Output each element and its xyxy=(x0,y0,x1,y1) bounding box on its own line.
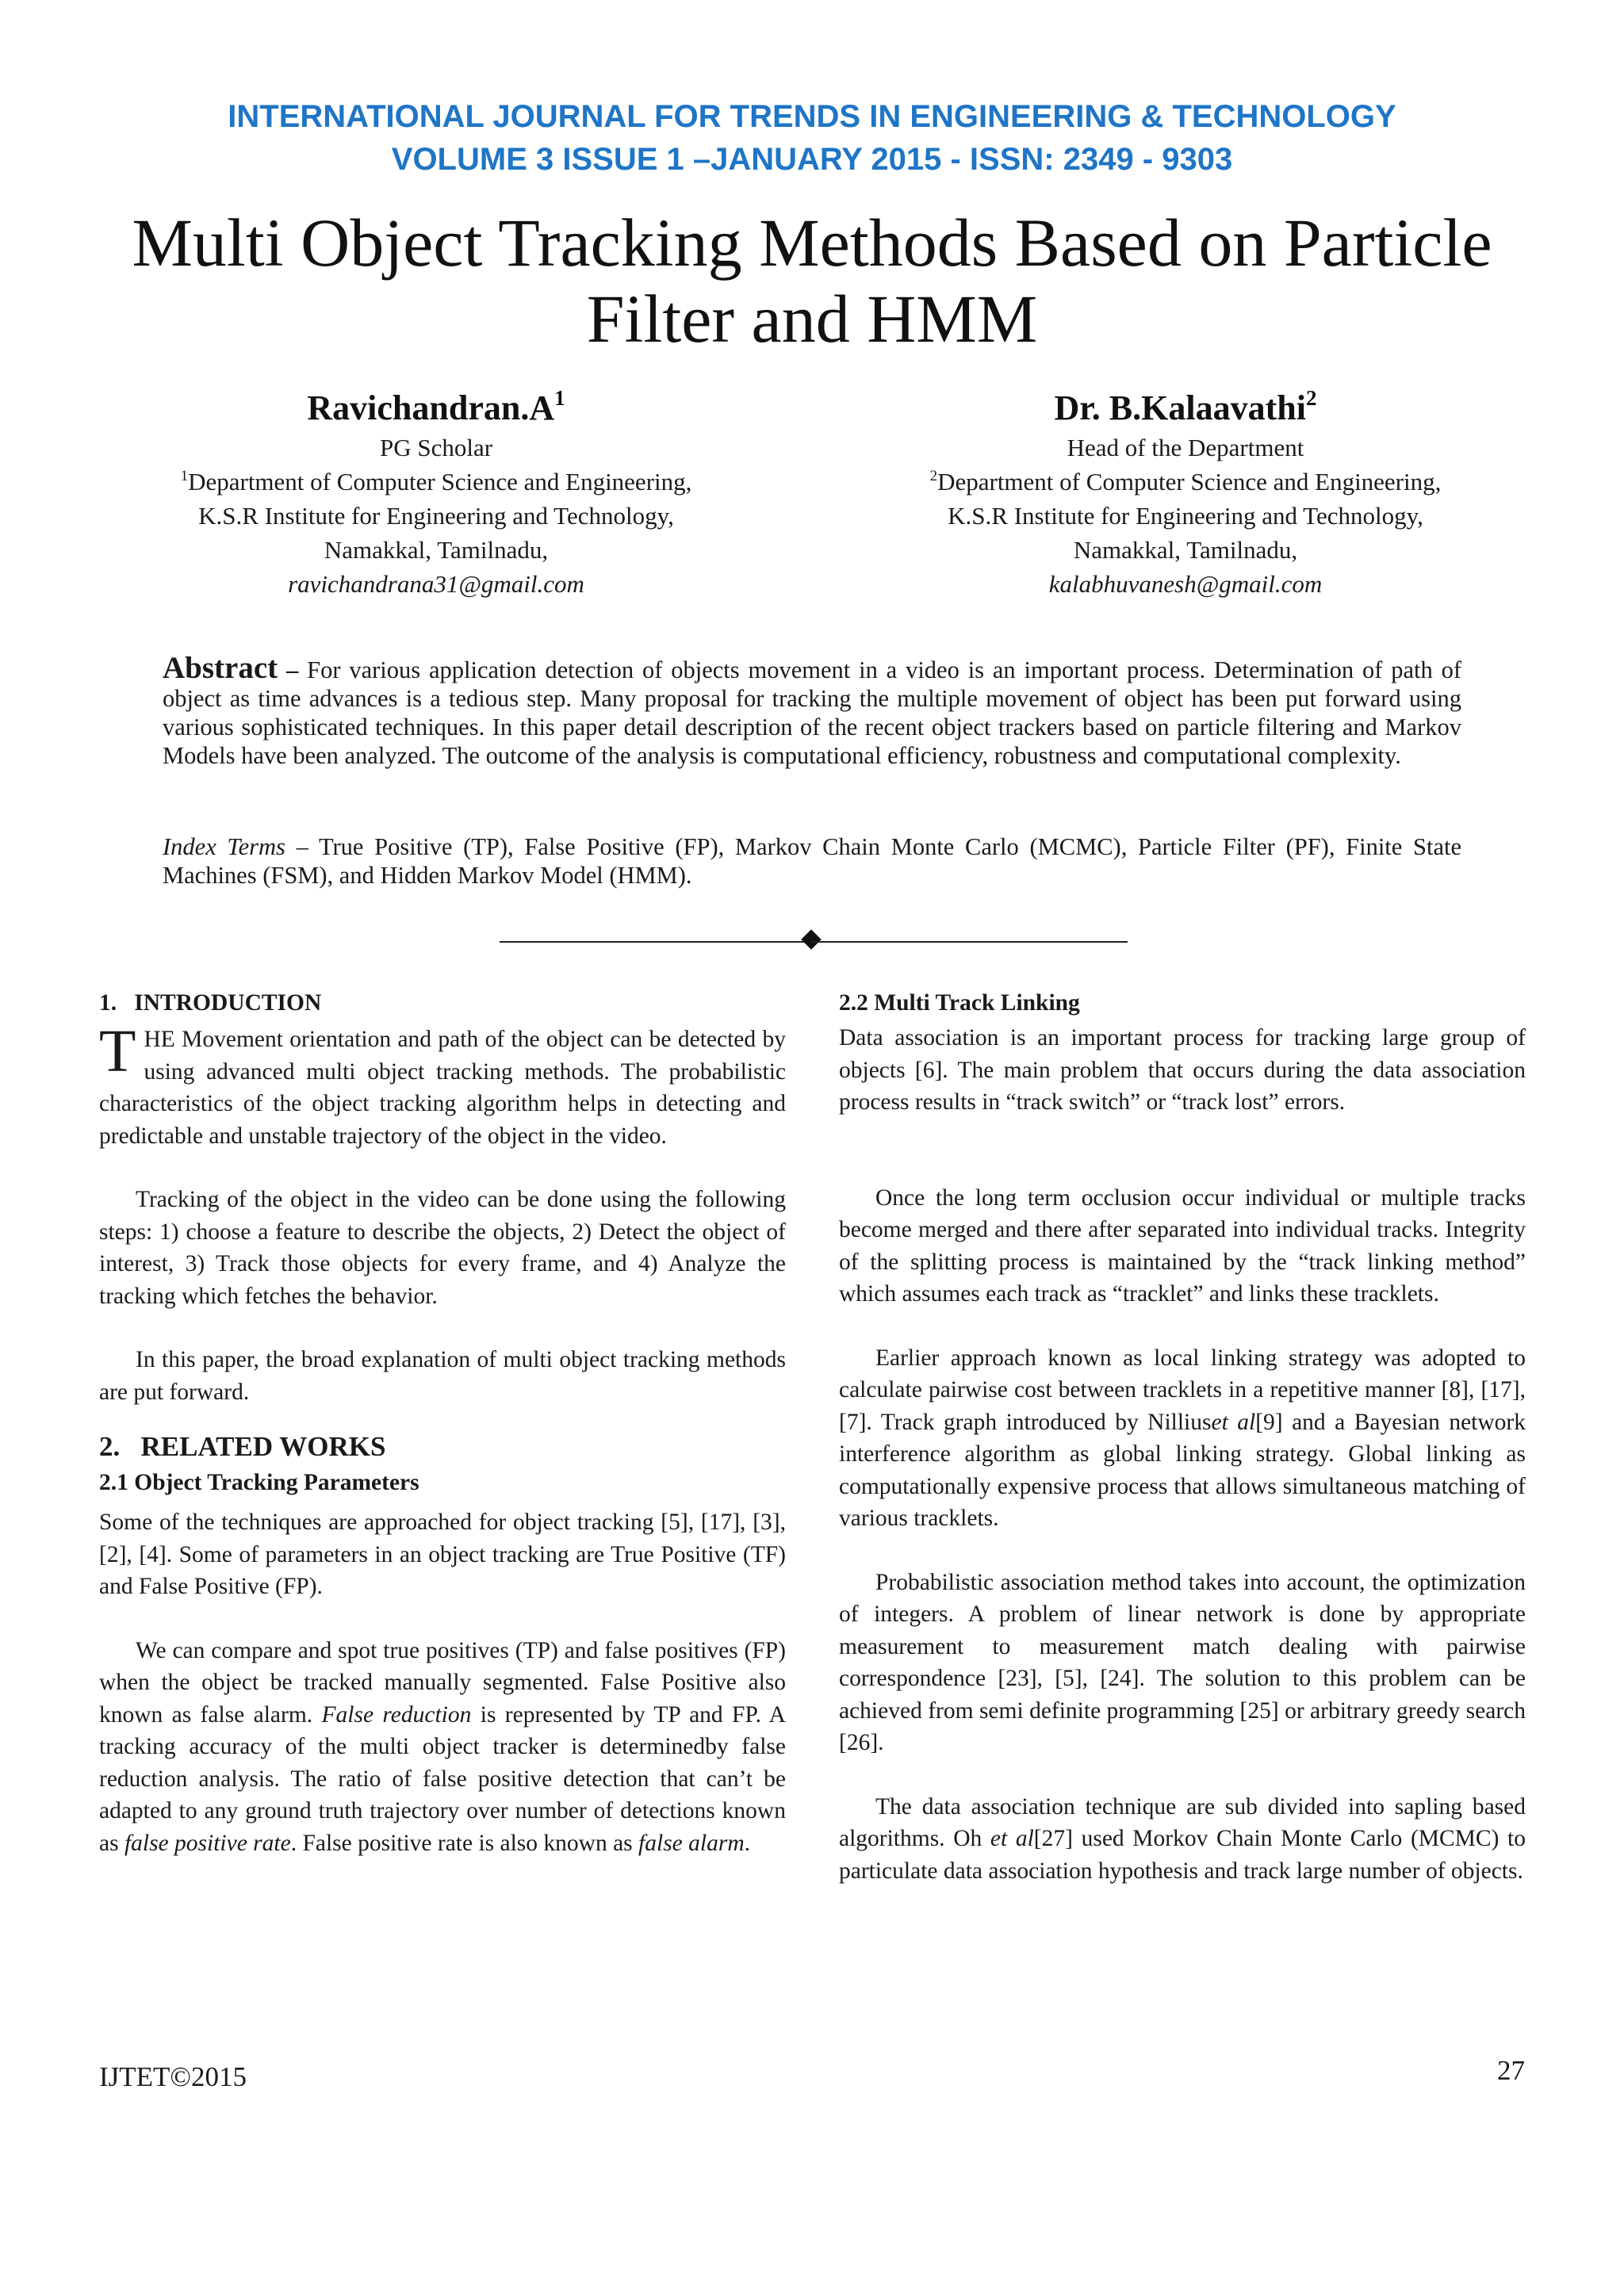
journal-name: INTERNATIONAL JOURNAL FOR TRENDS IN ENGINEERING & TECHNOLOGY xyxy=(228,99,1396,134)
intro-paragraph-3: In this paper, the broad explanation of multi object tracking methods are put forward. xyxy=(99,1347,786,1405)
left-column xyxy=(99,987,786,1859)
linking-paragraph-2: Once the long term occlusion occur individual or multiple tracks become merged and there after separated into individual tracks. Integrity of the splitting process is maintained by the “track linking method” which assumes each track as “tracklet” and links these tracklets. xyxy=(839,1184,1526,1307)
diamond-ornament-icon xyxy=(801,929,821,949)
author-name: $Ravichandran.A^1$ xyxy=(307,386,565,427)
linking-paragraph-3: Earlier approach known as local linking strategy was adopted to calculate pairwise cost between tracklets in a repetitive manner [8], [17], [7]. Track graph introduced by Nilliuset al[9] and a Bayesian network interference algorithm as global linking strategy. Global linking as computationally expensive process that allows simultaneous matching of various tracklets. xyxy=(839,1345,1526,1531)
page-number: 27 xyxy=(1497,2055,1525,2086)
author-location: Namakkal, Tamilnadu, xyxy=(1073,536,1298,564)
subsection-heading-2-2: 2.2 Multi Track Linking xyxy=(839,990,1080,1016)
abstract: Abstract – For various application detection of objects movement in a video is an important process. Determination of path of object as time advances is a tedious step. Many proposal for tracking the multiple movement of object has been put forward using various sophisticated techniques. In this paper detail description of the recent object trackers based on particle filtering and Markov Models have been analyzed. The outcome of the analysis is computational efficiency, robustness and computational complexity. xyxy=(163,651,1461,769)
author-institute: K.S.R Institute for Engineering and Technology, xyxy=(948,502,1423,530)
footer-copyright: IJTET©2015 xyxy=(99,2061,247,2092)
author-department: $^1$Department of Computer Science and Engineering, xyxy=(180,468,692,496)
index-terms-label: Index Terms xyxy=(163,833,285,860)
related-paragraph-2: We can compare and spot true positives (TP) and false positives (FP) when the object be tracked manually segmented. False Positive also known as false alarm. False reduction is represented by TP and FP. A tracking accuracy of the multi object tracker is determinedby false reduction analysis. The ratio of false positive detection that can’t be adapted to any ground truth trajectory over number of detections known as false positive rate. False positive rate is also known as false alarm. xyxy=(99,1637,786,1856)
author-email[interactable]: ravichandrana31@gmail.com xyxy=(288,570,584,598)
abstract-text: For various application detection of objects movement in a video is an important process. Determination of path of object as time advances is a tedious step. Many proposal for tracking the multiple movement of object has been put forward using various sophisticated techniques. In this paper detail description of the recent object trackers based on particle filtering and Markov Models have been analyzed. The outcome of the analysis is computational efficiency, robustness and computational complexity. xyxy=(163,656,1461,769)
section-divider-left xyxy=(500,941,813,943)
intro-paragraph-1: THE Movement orientation and path of the object can be detected by using advanced multi object tracking methods. The probabilistic characteristics of the object tracking algorithm helps in detecting and predictable and unstable trajectory of the object in the video. xyxy=(99,1018,786,1149)
author-role: Head of the Department xyxy=(1067,434,1304,461)
author-block-2 xyxy=(829,386,1542,601)
author-department: $^2$Department of Computer Science and Engineering, xyxy=(929,468,1442,496)
paper-title xyxy=(79,205,1545,357)
subsection-heading-2-1: 2.1 Object Tracking Parameters xyxy=(99,1470,419,1495)
linking-paragraph-4: Probabilistic association method takes into account, the optimization of integers. A problem of linear network is done by appropriate measurement to measurement match dealing with pairwise correspondence [23], [5], [24]. The solution to this problem can be achieved from semi definite programming [25] or arbitrary greedy search [26]. xyxy=(839,1569,1526,1755)
index-terms-text: – True Positive (TP), False Positive (FP), Markov Chain Monte Carlo (MCMC), Particle Filter (PF), Finite State Machines (FSM), and Hidden Markov Model (HMM). xyxy=(163,833,1461,889)
index-terms xyxy=(163,832,1461,890)
intro-paragraph-2: Tracking of the object in the video can be done using the following steps: 1) choose a feature to describe the objects, 2) Detect the object of interest, 3) Track those objects for every frame, and 4) Analyze the tracking which fetches the behavior. xyxy=(99,1187,786,1309)
author-name: Dr. B.Kalaavathi$^2$ xyxy=(1054,386,1317,427)
journal-issue: VOLUME 3 ISSUE 1 –JANUARY 2015 - ISSN: 2349 - 9303 xyxy=(391,142,1233,177)
right-column xyxy=(839,987,1526,1887)
author-location: Namakkal, Tamilnadu, xyxy=(324,536,549,564)
paper-title-line2: Filter and HMM xyxy=(586,281,1038,357)
related-paragraph-1: Some of the techniques are approached for object tracking [5], [17], [3], [2], [4]. Some of parameters in an object tracking are True Positive (TF) and False Positive (FP). xyxy=(99,1510,786,1599)
author-role: PG Scholar xyxy=(379,434,493,461)
section-divider-right xyxy=(810,941,1128,943)
linking-paragraph-1: Data association is an important process for tracking large group of objects [6]. The main problem that occurs during the data association process results in “track switch” or “track lost” errors. xyxy=(839,1025,1526,1115)
author-institute: K.S.R Institute for Engineering and Technology, xyxy=(198,502,674,530)
author-block-1 xyxy=(79,386,793,601)
abstract-heading: Abstract xyxy=(163,651,278,685)
author-email[interactable]: kalabhuvanesh@gmail.com xyxy=(1048,570,1323,598)
paper-title-line1: Multi Object Tracking Methods Based on Particle xyxy=(132,205,1492,281)
drop-cap: T xyxy=(99,1018,136,1085)
section-heading-introduction: 1. INTRODUCTION xyxy=(99,990,322,1016)
section-heading-related-works: 2. RELATED WORKS xyxy=(99,1431,386,1462)
linking-paragraph-5: The data association technique are sub divided into sapling based algorithms. Oh et al[27] used Morkov Chain Monte Carlo (MCMC) to particulate data association hypothesis and track large number of objects. xyxy=(839,1793,1526,1884)
